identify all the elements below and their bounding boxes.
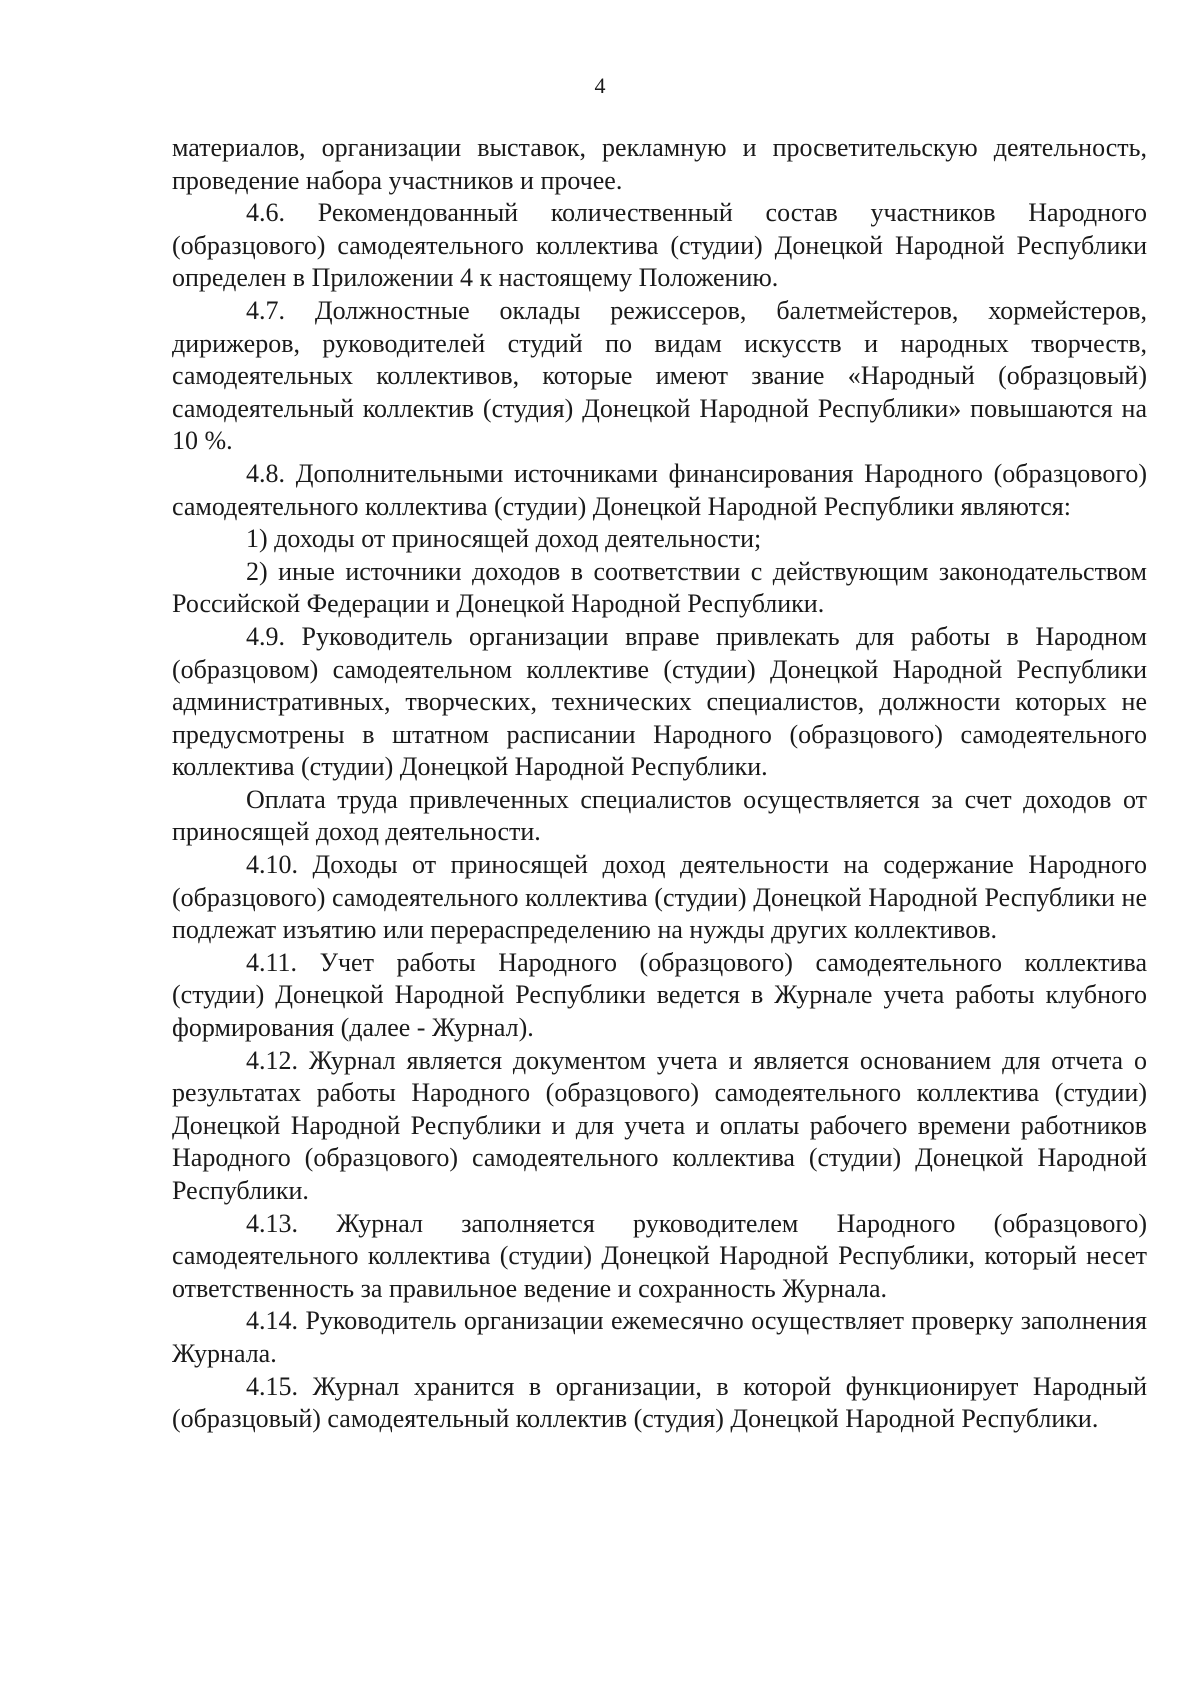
paragraph-continuation: материалов, организации выставок, рекламную и просветительскую деятельность, проведение набора участников и прочее. — [172, 133, 1147, 195]
paragraph-4-7: 4.7. Должностные оклады режиссеров, балетмейстеров, хормейстеров, дирижеров, руководителей студий по видам искусств и народных творчеств, самодеятельных коллективов, которые имеют звание «Народный (образцовый) самодеятельный коллектив (студия) Донецкой Народной Республики» повышаются на 10 %. — [172, 295, 1147, 456]
paragraph-4-10: 4.10. Доходы от приносящей доход деятельности на содержание Народного (образцового) самодеятельного коллектива (студии) Донецкой Народной Республики не подлежат изъятию или перераспределению на нужды других коллективов. — [172, 850, 1147, 945]
paragraph-4-15: 4.15. Журнал хранится в организации, в которой функционирует Народный (образцовый) самодеятельный коллектив (студия) Донецкой Народной Республики. — [172, 1371, 1147, 1434]
paragraph-4-11: 4.11. Учет работы Народного (образцового) самодеятельного коллектива (студии) Донецкой Народной Республики ведется в Журнале учета работы клубного формирования (далее - Журнал). — [172, 947, 1147, 1043]
paragraph-4-13: 4.13. Журнал заполняется руководителем Народного (образцового) самодеятельного коллектива (студии) Донецкой Народной Республики, который несет ответственность за правильное ведение и сохранность Журнала. — [172, 1208, 1147, 1303]
paragraph-remuneration: Оплата труда привлеченных специалистов осуществляется за счет доходов от приносящей доход деятельности. — [172, 784, 1147, 847]
page-number: 4 — [594, 73, 606, 98]
paragraph-4-6: 4.6. Рекомендованный количественный состав участников Народного (образцового) самодеятельного коллектива (студии) Донецкой Народной Республики определен в Приложении 4 к настоящему Положению. — [172, 198, 1147, 293]
paragraph-4-14: 4.14. Руководитель организации ежемесячно осуществляет проверку заполнения Журнала. — [172, 1306, 1147, 1368]
paragraph-4-8: 4.8. Дополнительными источниками финансирования Народного (образцового) самодеятельного коллектива (студии) Донецкой Народной Республики являются: — [172, 458, 1147, 521]
list-item-1: 1) доходы от приносящей доход деятельности; — [246, 524, 762, 554]
paragraph-4-9: 4.9. Руководитель организации вправе привлекать для работы в Народном (образцовом) самодеятельном коллективе (студии) Донецкой Народной Республики административных, творческих, технических специалистов, должности которых не предусмотрены в штатном расписании Народного (образцового) самодеятельного коллектива (студии) Донецкой Народной Республики. — [172, 621, 1147, 782]
paragraph-4-12: 4.12. Журнал является документом учета и является основанием для отчета о результатах работы Народного (образцового) самодеятельного коллектива (студии) Донецкой Народной Республики и для учета и оплаты рабочего времени работников Народного (образцового) самодеятельного коллектива (студии) Донецкой Народной Республики. — [172, 1045, 1147, 1205]
list-item-2: 2) иные источники доходов в соответствии с действующим законодательством Российской Федерации и Донецкой Народной Республики. — [172, 556, 1147, 619]
document-body — [172, 132, 1147, 1436]
